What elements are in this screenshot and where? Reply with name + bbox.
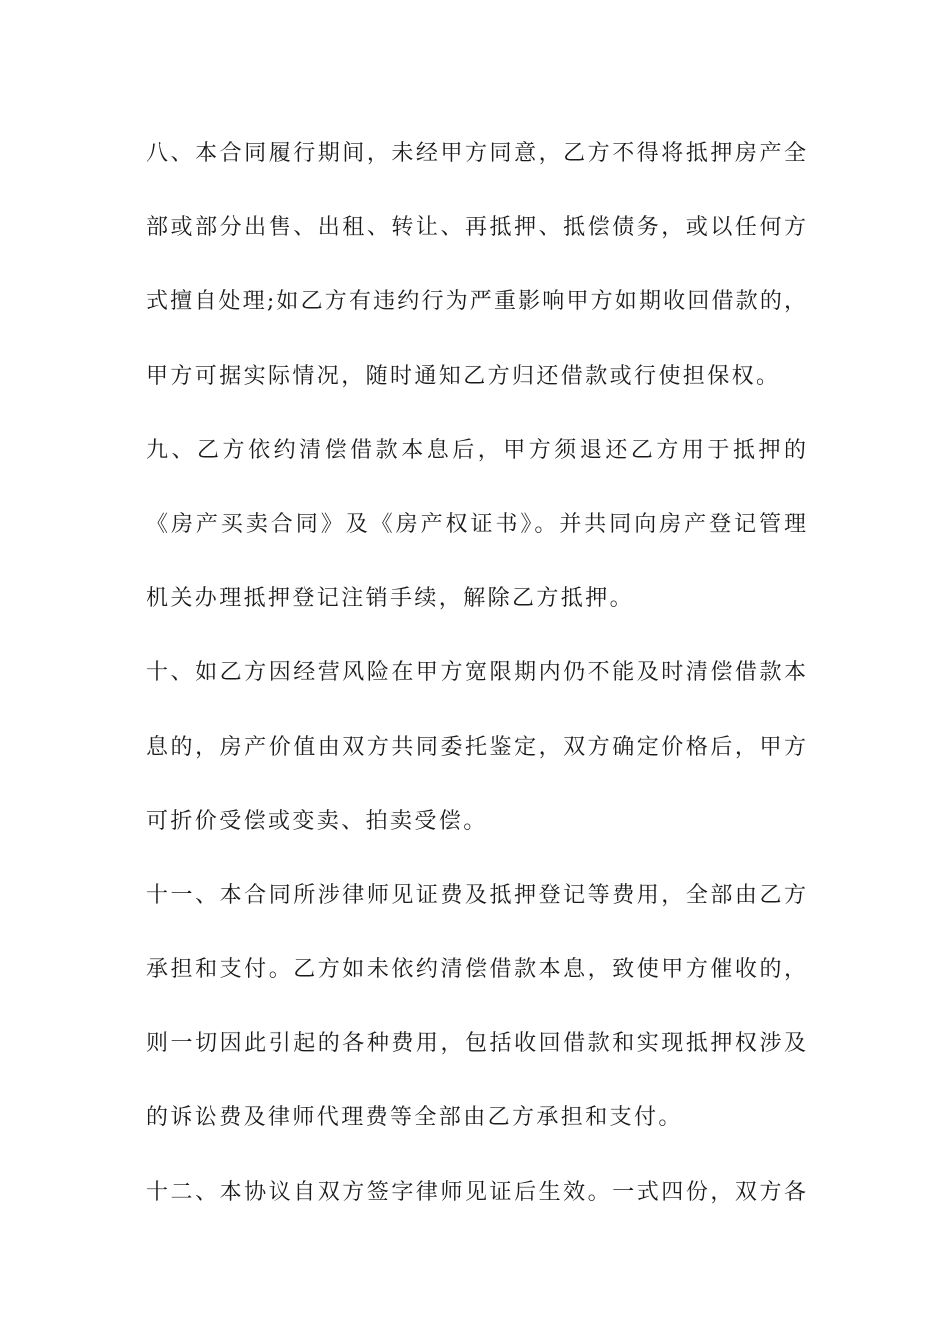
text-line: 部或部分出售、出租、转让、再抵押、抵偿债务，或以任何方: [146, 215, 806, 241]
text-line: 八、本合同履行期间，未经甲方同意，乙方不得将抵押房产全: [146, 141, 806, 166]
text-line: 十、如乙方因经营风险在甲方宽限期内仍不能及时清偿借款本: [146, 660, 806, 686]
text-line: 九、乙方依约清偿借款本息后，甲方须退还乙方用于抵押的: [146, 437, 806, 463]
text-line: 可折价受偿或变卖、拍卖受偿。: [146, 808, 488, 834]
text-line: 息的，房产价值由双方共同委托鉴定，双方确定价格后，甲方: [146, 734, 806, 760]
text-line: 十一、本合同所涉律师见证费及抵押登记等费用，全部由乙方: [146, 882, 806, 908]
text-line: 的诉讼费及律师代理费等全部由乙方承担和支付。: [146, 1105, 683, 1131]
contract-body: [146, 132, 806, 1245]
text-line: 《房产买卖合同》及《房产权证书》。并共同向房产登记管理: [146, 511, 806, 537]
text-line: 甲方可据实际情况，随时通知乙方归还借款或行使担保权。: [146, 363, 781, 389]
text-line: 则一切因此引起的各种费用，包括收回借款和实现抵押权涉及: [146, 1031, 806, 1057]
text-line: 十二、本协议自双方签字律师见证后生效。一式四份，双方各: [146, 1179, 806, 1205]
text-line: 式擅自处理;如乙方有违约行为严重影响甲方如期收回借款的，: [146, 289, 806, 315]
text-line: 机关办理抵押登记注销手续，解除乙方抵押。: [146, 586, 635, 612]
text-line: 承担和支付。乙方如未依约清偿借款本息，致使甲方催收的，: [146, 957, 806, 983]
